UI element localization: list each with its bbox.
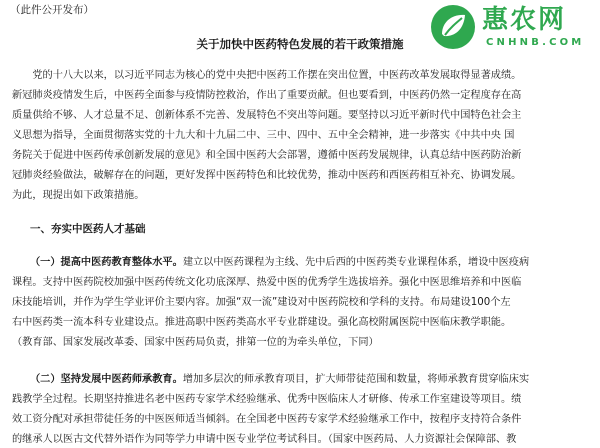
item1-first-line	[30, 255, 600, 270]
item1-line: 建立以中医药课程为主线、先中后西的中医药类专业课程体系，增设中医疫病	[182, 257, 530, 268]
item1-line: 课程。支持中医药院校加强中医药传统文化功底深厚、热爱中医的优秀学生选拔培养。强化中医思维培养和中医临	[12, 277, 522, 288]
intro-line: 务院关于促进中医药传承创新发展的意见》和全国中医药大会部署，遵循中医药发展规律，认真总结中医药防治新	[12, 150, 522, 161]
item1-line: （教育部、国家发展改革委、国家中医药局负责，排第一位的为牵头单位，下同）	[12, 337, 379, 348]
intro-line: 党的十八大以来，以习近平同志为核心的党中央把中医药工作摆在突出位置，中医药改革发展取得显著成绩。	[12, 70, 522, 81]
publication-note: （此件公开发布）	[10, 4, 94, 16]
item2-first-line	[30, 372, 600, 387]
item2-line: 增加多层次的师承教育项目，扩大师带徒范围和数量，将师承教育贯穿临床实	[182, 374, 530, 385]
intro-line: 义思想为指导，全面贯彻落实党的十九大和十九届二中、三中、四中、五中全会精神，进一步落实《中共中央 国	[12, 130, 515, 141]
item2-line: 践教学全过程。长期坚持推进名老中医药专家学术经验继承、优秀中医临床人才研修、传承工作室建设等项目。绩	[12, 394, 522, 405]
section-heading: 一、夯实中医药人才基础	[30, 223, 146, 235]
item1-line: 右中医药类一流本科专业建设点。推进高职中医药类高水平专业群建设。强化高校附属医院中医临床教学职能。	[12, 317, 512, 328]
item2-line: 效工资分配对承担带徒任务的中医医师适当倾斜。在全国老中医药专家学术经验继承工作中，按程序支持符合条件	[12, 414, 522, 425]
watermark-brand-en: CNHNB.COM	[486, 37, 585, 48]
watermark-brand-cn: 惠农网	[482, 5, 567, 35]
intro-line: 质量供给不够、人才总量不足、创新体系不完善、发展特色不突出等问题。要坚持以习近平新时代中国特色社会主	[12, 110, 522, 121]
item2-line: 的继承人以医古文代替外语作为同等学力申请中医专业学位考试科目。（国家中医药局、人力资源社会保障部、教	[12, 434, 517, 445]
intro-line: 为此，现提出如下政策措施。	[12, 190, 145, 201]
item2-lead: （二）坚持发展中医药师承教育。	[30, 374, 183, 385]
document-title: 关于加快中医药特色发展的若干政策措施	[196, 37, 404, 51]
item1-line: 床技能培训，并作为学生学业评价主要内容。加强“双一流”建设对中医药院校和学科的支持。布局建设100个左	[12, 297, 511, 308]
intro-line: 新冠肺炎疫情发生后，中医药全面参与疫情防控救治，作出了重要贡献。但也要看到，中医药仍然一定程度存在高	[12, 90, 522, 101]
intro-line: 冠肺炎经验做法，破解存在的问题，更好发挥中医药特色和比较优势，推动中医药和西医药相互补充、协调发展。	[12, 170, 522, 181]
item1-lead: （一）提高中医药教育整体水平。	[30, 257, 183, 268]
